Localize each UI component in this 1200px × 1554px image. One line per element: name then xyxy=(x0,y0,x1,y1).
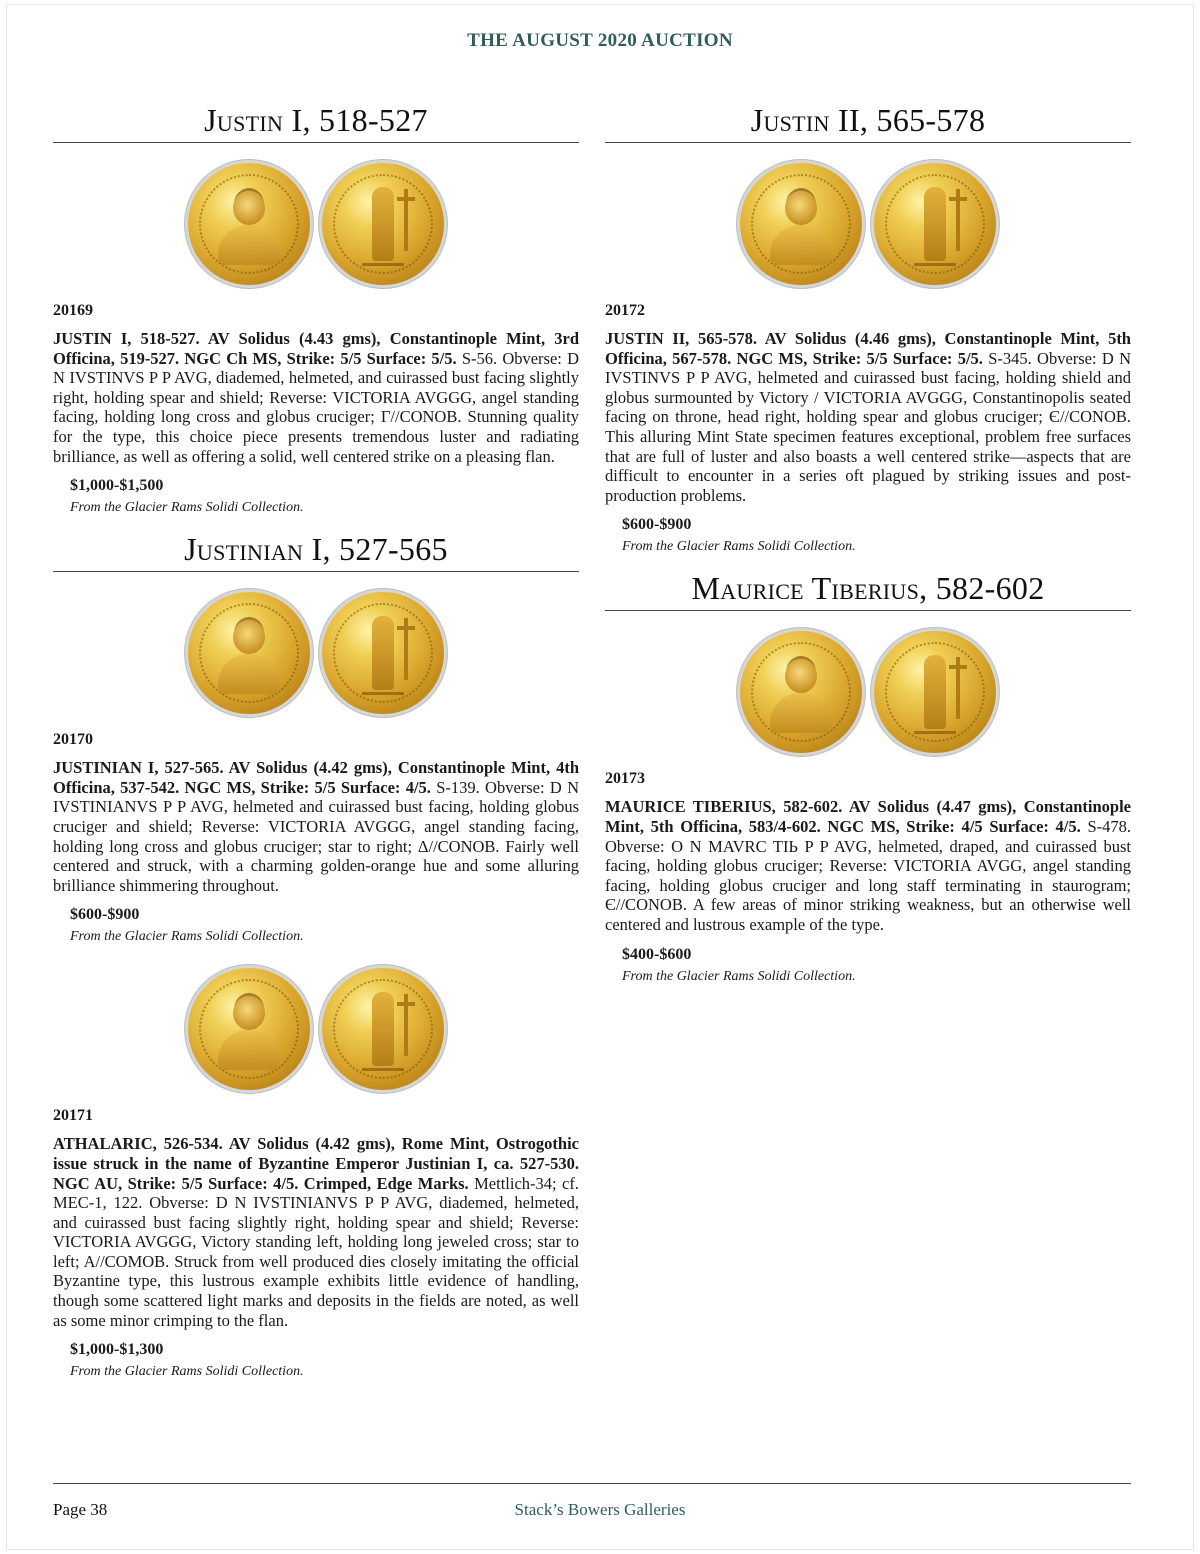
lot-title: MAURICE TIBERIUS, 582-602. AV Solidus (4.47 gms), Constantinople Mint, 5th Officina, 583/4-602. NGC MS, Strike: 4/5 Surface: 4/5. xyxy=(605,797,1131,836)
coin-obverse-image xyxy=(188,163,310,285)
coin-obverse-image xyxy=(188,968,310,1090)
lot-estimate: $600-$900 xyxy=(622,516,692,534)
lot-20169 xyxy=(53,301,579,517)
footer-rule xyxy=(53,1483,1131,1484)
lot-provenance: From the Glacier Rams Solidi Collection. xyxy=(622,968,856,984)
lot-description xyxy=(605,797,1131,934)
lot-number: 20169 xyxy=(53,302,93,319)
lot-20171 xyxy=(53,1106,579,1381)
coin-obverse-image xyxy=(188,592,310,714)
lot-description xyxy=(53,758,579,895)
lot-body: S-139. Obverse: D N IVSTINIANVS P P AVG, helmeted and cuirassed bust facing, holding globus cruciger and shield; Reverse: VICTORIA AVGGG, angel standing facing, holding long cross and globus cruciger; star to right; Δ//CONOB. Fairly well centered and struck, with a charming golden-orange hue and some alluring brilliance shimmering throughout. xyxy=(53,777,579,895)
lot-title: JUSTIN II, 565-578. AV Solidus (4.46 gms), Constantinople Mint, 5th Officina, 567-578. NGC MS, Strike: 5/5 Surface: 5/5. xyxy=(605,329,1131,368)
lot-20172 xyxy=(605,301,1131,556)
coin-reverse-image xyxy=(322,968,444,1090)
lot-description xyxy=(605,329,1131,505)
coin-obverse-image xyxy=(740,631,862,753)
lot-provenance: From the Glacier Rams Solidi Collection. xyxy=(70,1364,304,1380)
left-column xyxy=(53,100,579,1381)
coin-images-20170 xyxy=(53,592,579,716)
coin-reverse-image xyxy=(322,592,444,714)
lot-number: 20170 xyxy=(53,731,93,749)
publisher-name: Stack’s Bowers Galleries xyxy=(514,1500,686,1519)
lot-20173 xyxy=(605,769,1131,985)
coin-obverse-image xyxy=(740,163,862,285)
coin-images-20173 xyxy=(605,631,1131,755)
lot-title: JUSTIN I, 518-527. AV Solidus (4.43 gms), Constantinople Mint, 3rd Officina, 519-527. NGC Ch MS, Strike: 5/5 Surface: 5/5. xyxy=(53,329,579,368)
coin-reverse-image xyxy=(874,163,996,285)
lot-number: 20172 xyxy=(605,302,645,319)
lot-description xyxy=(53,1134,579,1330)
lot-title: ATHALARIC, 526-534. AV Solidus (4.42 gms), Rome Mint, Ostrogothic issue struck in the name of Byzantine Emperor Justinian I, ca. 527-530. NGC AU, Strike: 5/5 Surface: 4/5. Crimped, Edge Marks. xyxy=(53,1134,579,1193)
lot-body: S-478. Obverse: O N MAVRC TIЬ P P AVG, helmeted, draped, and cuirassed bust facing, holding globus cruciger; Reverse: VICTORIA AVGG, angel standing facing, holding globus cruciger and long staff terminating in staurogram; Є//CONOB. A few areas of minor striking weakness, but an otherwise well centered and lustrous example of the type. xyxy=(605,816,1132,934)
lot-estimate: $400-$600 xyxy=(622,945,692,963)
coin-images-20171 xyxy=(53,968,579,1092)
lot-estimate: $1,000-$1,500 xyxy=(70,477,164,495)
lot-20170 xyxy=(53,730,579,946)
running-head: THE AUGUST 2020 AUCTION xyxy=(467,30,733,51)
lot-estimate: $1,000-$1,300 xyxy=(70,1341,164,1359)
page-number: Page 38 xyxy=(53,1500,108,1519)
section-heading-justinian-i: Justinian I, 527-565 xyxy=(53,529,579,572)
lot-estimate: $600-$900 xyxy=(70,906,140,924)
lot-body: S-345. Obverse: D N IVSTINVS P P AVG, helmeted and cuirassed bust facing, holding shield and globus surmounted by Victory / VICTORIA AVGGG, Constantinopolis seated facing on throne, head right, holding spear and globus cruciger; Є//CONOB. This alluring Mint State specimen features exceptional, problem free surfaces that are full of luster and also boasts a well centered strike—aspects that are difficult to encounter in a series oft plagued by striking issues and post-production problems. xyxy=(605,348,1131,505)
right-column xyxy=(605,100,1131,986)
lot-body: Mettlich-34; cf. MEC-1, 122. Obverse: D N IVSTINIANVS P P AVG, diademed, helmeted, and cuirassed bust facing slightly right, holding spear and shield; Reverse: VICTORIA AVGGG, Victory standing left, holding long jeweled cross; star to left; A//COMOB. Struck from well produced dies closely imitating the official Byzantine type, this lustrous example exhibits little evidence of handling, though some scattered light marks and deposits in the fields are noted, as well as some minor crimping to the flan. xyxy=(53,1173,579,1330)
section-heading-justin-ii: Justin II, 565-578 xyxy=(605,100,1131,143)
lot-provenance: From the Glacier Rams Solidi Collection. xyxy=(622,539,856,555)
lot-body: S-56. Obverse: D N IVSTINVS P P AVG, diademed, helmeted, and cuirassed bust facing slightly right, holding spear and shield; Reverse: VICTORIA AVGGG, angel standing facing, holding long cross and globus cruciger; Γ//CONOB. Stunning quality for the type, this choice piece presents tremendous luster and radiating brilliance, as well as offering a solid, well centered strike on a pleasing flan. xyxy=(53,348,579,466)
lot-title: JUSTINIAN I, 527-565. AV Solidus (4.42 gms), Constantinople Mint, 4th Officina, 537-542. NGC MS, Strike: 5/5 Surface: 4/5. xyxy=(53,758,579,797)
coin-images-20172 xyxy=(605,163,1131,287)
lot-description xyxy=(53,329,579,466)
section-heading-maurice-tiberius: Maurice Tiberius, 582-602 xyxy=(605,568,1131,611)
coin-images-20169 xyxy=(53,163,579,287)
lot-provenance: From the Glacier Rams Solidi Collection. xyxy=(70,929,304,945)
lot-number: 20173 xyxy=(605,770,645,788)
section-heading-justin-i: Justin I, 518-527 xyxy=(53,100,579,143)
coin-reverse-image xyxy=(874,631,996,753)
lot-provenance: From the Glacier Rams Solidi Collection. xyxy=(70,500,304,516)
coin-reverse-image xyxy=(322,163,444,285)
lot-number: 20171 xyxy=(53,1107,93,1125)
